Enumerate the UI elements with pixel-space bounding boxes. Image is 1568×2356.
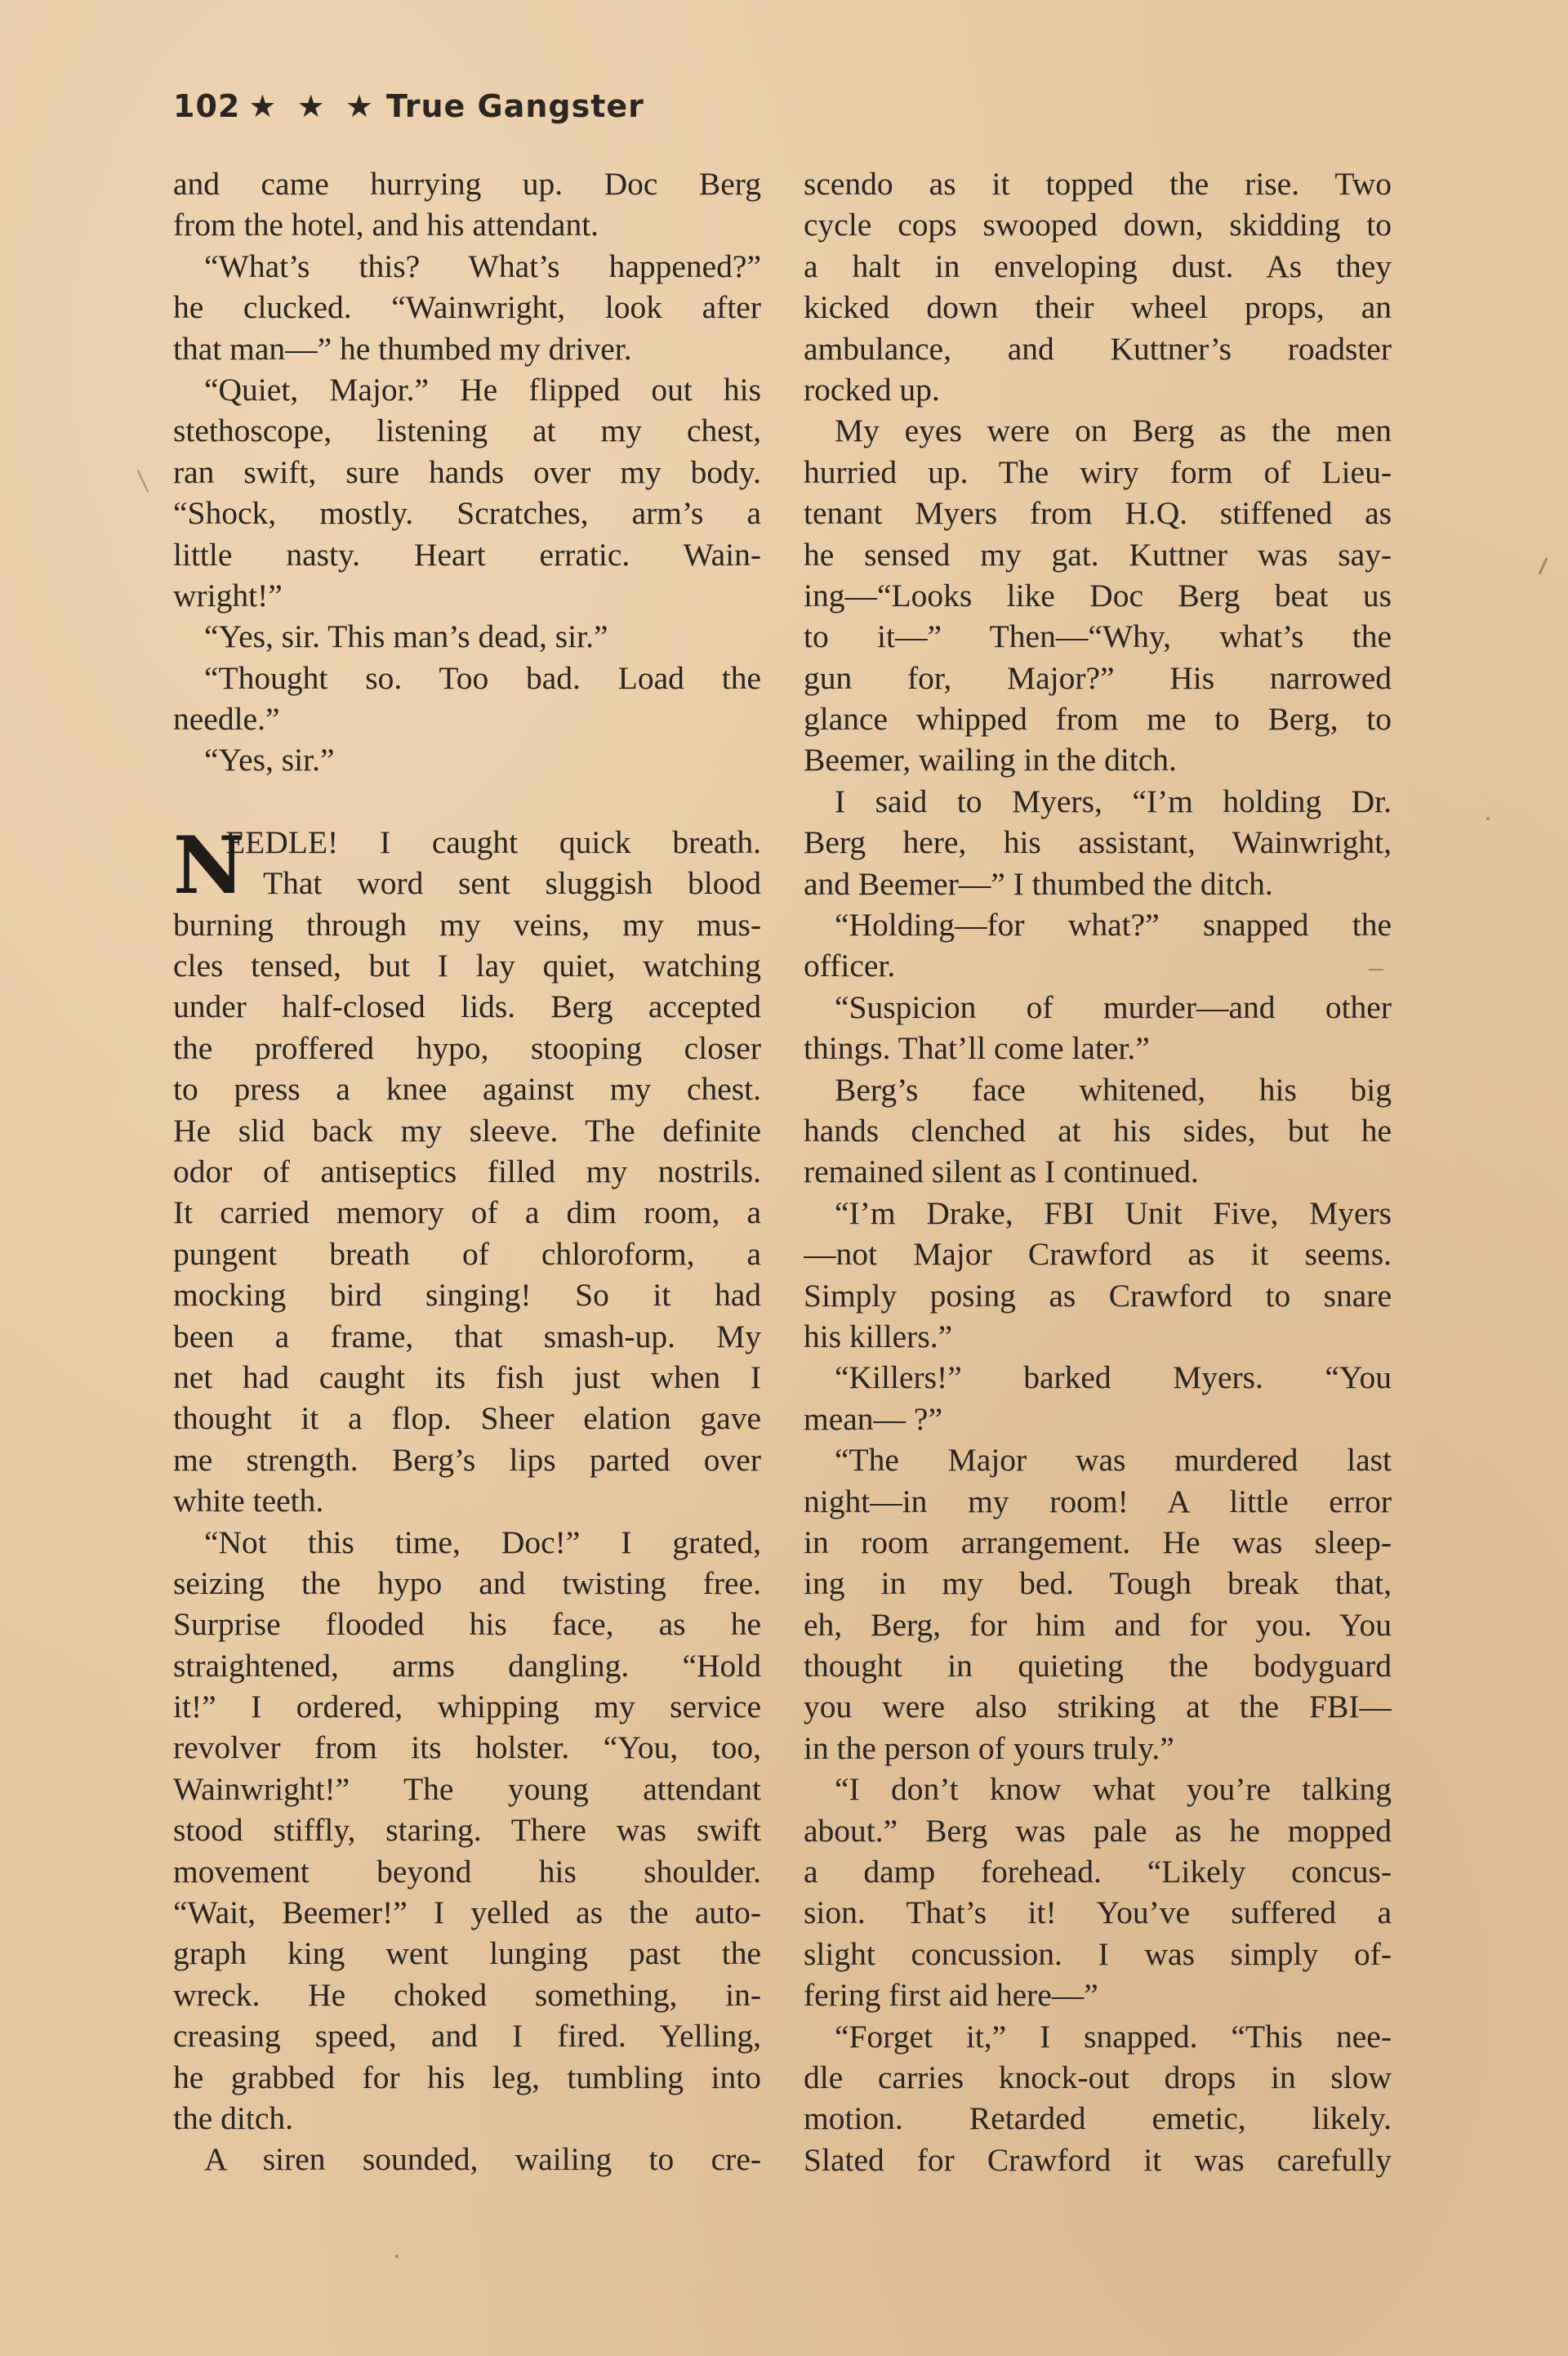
text-line: and came hurrying up. Doc Berg — [173, 166, 761, 202]
text-line: revolver from its holster. “You, too, — [173, 1729, 761, 1766]
text-line: Beemer, wailing in the ditch. — [804, 742, 1177, 779]
text-line: hurried up. The wiry form of Lieu- — [804, 453, 1392, 490]
text-line: My eyes were on Berg as the men — [835, 413, 1392, 449]
text-line: “Yes, sir.” — [204, 742, 335, 779]
text-line: his killers.” — [804, 1318, 953, 1354]
text-line: —not Major Crawford as it seems. — [804, 1236, 1392, 1273]
dropcap-line-2: That word sent sluggish blood — [263, 865, 761, 902]
text-line: “Holding—for what?” snapped the — [835, 907, 1392, 944]
text-line: Berg here, his assistant, Wainwright, — [804, 824, 1392, 861]
text-line: mean— ?” — [804, 1400, 942, 1437]
text-line: officer. — [804, 948, 896, 984]
text-line: a damp forehead. “Likely concus- — [804, 1854, 1392, 1890]
paper-speck — [1369, 969, 1383, 971]
text-line: night—in my room! A little error — [804, 1483, 1392, 1519]
text-line: net had caught its fish just when I — [173, 1359, 761, 1395]
margin-pencil-mark — [137, 470, 149, 493]
text-line: “Shock, mostly. Scratches, arm’s a — [173, 495, 761, 532]
text-line: It carried memory of a dim room, a — [173, 1194, 761, 1231]
text-line: Simply posing as Crawford to snare — [804, 1277, 1392, 1314]
text-line: “I’m Drake, FBI Unit Five, Myers — [835, 1194, 1392, 1231]
text-line: and Beemer—” I thumbed the ditch. — [804, 865, 1273, 902]
text-line: “Killers!” barked Myers. “You — [835, 1359, 1392, 1396]
dropcap-letter: N — [173, 819, 245, 912]
text-line: stethoscope, listening at my chest, — [173, 413, 761, 449]
text-line: motion. Retarded emetic, likely. — [804, 2100, 1392, 2137]
text-line: odor of antiseptics filled my nostrils. — [173, 1153, 761, 1189]
text-line: A siren sounded, wailing to cre- — [204, 2141, 761, 2178]
text-line: scendo as it topped the rise. Two — [804, 166, 1392, 202]
text-line: under half-closed lids. Berg accepted — [173, 988, 761, 1025]
text-line: “Wait, Beemer!” I yelled as the auto- — [173, 1894, 761, 1931]
text-line: wreck. He choked something, in- — [173, 1976, 761, 2013]
text-line: slight concussion. I was simply of- — [804, 1935, 1392, 1972]
text-line: you were also striking at the FBI— — [804, 1689, 1392, 1725]
text-line: graph king went lunging past the — [173, 1935, 761, 1972]
dropcap-paragraph-start — [173, 819, 761, 912]
text-line: Slated for Crawford it was carefully — [804, 2141, 1392, 2178]
text-line: cles tensed, but I lay quiet, watching — [173, 948, 761, 984]
text-line: glance whipped from me to Berg, to — [804, 701, 1392, 738]
text-line: ambulance, and Kuttner’s roadster — [804, 330, 1392, 367]
text-line: I said to Myers, “I’m holding Dr. — [835, 783, 1392, 819]
text-line: creasing speed, and I fired. Yelling, — [173, 2018, 761, 2055]
text-line: stood stiffly, staring. There was swift — [173, 1812, 761, 1849]
right-column-text — [804, 163, 1392, 2180]
left-column-text-bottom — [173, 904, 761, 2180]
text-line: ran swift, sure hands over my body. — [173, 453, 761, 490]
text-line: ing—“Looks like Doc Berg beat us — [804, 577, 1392, 614]
text-line: “Thought so. Too bad. Load the — [204, 659, 761, 696]
text-line: gun for, Major?” His narrowed — [804, 659, 1392, 696]
text-line: seizing the hypo and twisting free. — [173, 1564, 761, 1601]
text-line: “Suspicion of murder—and other — [835, 988, 1392, 1025]
text-line: He slid back my sleeve. The definite — [173, 1112, 761, 1149]
paper-speck — [395, 2255, 399, 2258]
text-line: that man—” he thumbed my driver. — [173, 330, 632, 367]
text-line: little nasty. Heart erratic. Wain- — [173, 536, 761, 573]
magazine-title: True Gangster — [386, 88, 644, 124]
right-column — [804, 163, 1392, 2180]
text-line: me strength. Berg’s lips parted over — [173, 1441, 761, 1478]
paper-speck — [1486, 817, 1490, 820]
text-line: he sensed my gat. Kuttner was say- — [804, 536, 1392, 573]
star-icons: ★ ★ ★ — [248, 88, 378, 124]
text-line: eh, Berg, for him and for you. You — [804, 1606, 1392, 1643]
page-number: 102 — [173, 88, 241, 124]
text-line: hands clenched at his sides, but he — [804, 1112, 1392, 1149]
text-line: thought it a flop. Sheer elation gave — [173, 1400, 761, 1437]
text-line: in room arrangement. He was sleep- — [804, 1524, 1392, 1560]
text-line: rocked up. — [804, 371, 940, 408]
text-line: it!” I ordered, whipping my service — [173, 1689, 761, 1725]
margin-pencil-mark — [1538, 557, 1548, 574]
text-line: the proffered hypo, stooping closer — [173, 1029, 761, 1066]
text-line: he grabbed for his leg, tumbling into — [173, 2059, 761, 2095]
text-line: cycle cops swooped down, skidding to — [804, 207, 1392, 243]
text-line: straightened, arms dangling. “Hold — [173, 1647, 761, 1684]
text-line: “Yes, sir. This man’s dead, sir.” — [204, 618, 608, 655]
left-column — [173, 163, 761, 2180]
text-line: Berg’s face whitened, his big — [835, 1071, 1392, 1108]
text-line: remained silent as I continued. — [804, 1153, 1199, 1190]
text-line: to press a knee against my chest. — [173, 1071, 761, 1108]
text-line: “Forget it,” I snapped. “This nee- — [835, 2018, 1392, 2055]
text-line: “What’s this? What’s happened?” — [204, 248, 761, 284]
text-line: to it—” Then—“Why, what’s the — [804, 618, 1392, 655]
text-line: been a frame, that smash-up. My — [173, 1318, 761, 1354]
text-line: from the hotel, and his attendant. — [173, 207, 599, 243]
text-line: things. That’ll come later.” — [804, 1030, 1150, 1067]
text-line: ing in my bed. Tough break that, — [804, 1565, 1392, 1602]
text-line: pungent breath of chloroform, a — [173, 1235, 761, 1272]
text-line: the ditch. — [173, 2099, 293, 2136]
text-line: dle carries knock-out drops in slow — [804, 2059, 1392, 2095]
text-line: about.” Berg was pale as he mopped — [804, 1812, 1392, 1849]
text-line: sion. That’s it! You’ve suffered a — [804, 1894, 1392, 1931]
text-line: needle.” — [173, 701, 280, 738]
text-line: kicked down their wheel props, an — [804, 289, 1392, 326]
text-line: tenant Myers from H.Q. stiffened as — [804, 495, 1392, 532]
text-line: movement beyond his shoulder. — [173, 1853, 761, 1890]
section-break — [173, 781, 761, 822]
left-column-text-top — [173, 163, 761, 781]
text-line: thought in quieting the bodyguard — [804, 1648, 1392, 1684]
text-line: fering first aid here—” — [804, 1977, 1098, 2014]
text-line: “The Major was murdered last — [835, 1442, 1392, 1479]
text-line: “Quiet, Major.” He flipped out his — [204, 371, 761, 408]
text-line: burning through my veins, my mus- — [173, 906, 761, 943]
text-line: white teeth. — [173, 1483, 324, 1519]
text-line: Wainwright!” The young attendant — [173, 1770, 761, 1807]
text-line: he clucked. “Wainwright, look after — [173, 289, 761, 326]
text-line: wright!” — [173, 577, 283, 614]
running-header — [173, 88, 644, 124]
text-line: in the person of yours truly.” — [804, 1729, 1174, 1766]
text-line: “I don’t know what you’re talking — [835, 1771, 1392, 1808]
text-line: a halt in enveloping dust. As they — [804, 248, 1392, 284]
text-line: mocking bird singing! So it had — [173, 1277, 761, 1314]
text-line: Surprise flooded his face, as he — [173, 1606, 761, 1643]
text-line: “Not this time, Doc!” I grated, — [204, 1524, 761, 1560]
dropcap-line-1: EEDLE! I caught quick breath. — [225, 823, 761, 860]
